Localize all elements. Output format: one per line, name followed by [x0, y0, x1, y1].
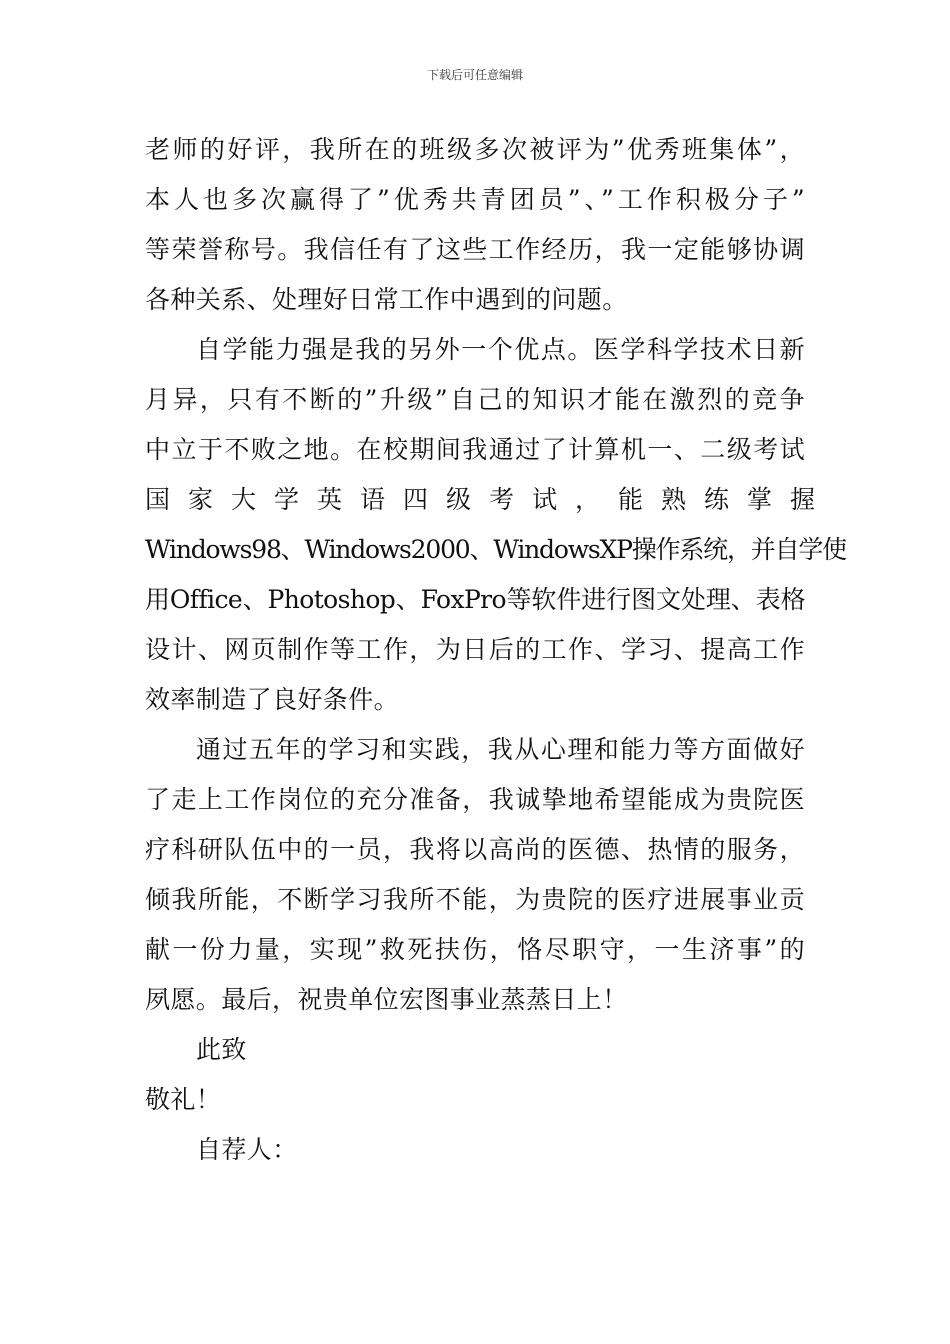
- paragraph-line: 老师的好评，我所在的班级多次被评为”优秀班集体”，: [145, 135, 805, 164]
- paragraph-line: 自学能力强是我的另外一个优点。医学科学技术日新: [196, 335, 805, 364]
- paragraph-line: 通过五年的学习和实践，我从心理和能力等方面做好: [196, 735, 805, 764]
- paragraph-line: 用Office、Photoshop、FoxPro等软件进行图文处理、表格: [145, 585, 805, 614]
- paragraph-line: 各种关系、处理好日常工作中遇到的问题。: [145, 285, 628, 314]
- signature-label: 自荐人：: [196, 1135, 298, 1164]
- paragraph-line: 国家大学英语四级考试，能熟练掌握: [145, 485, 834, 514]
- closing-salute: 敬礼！: [145, 1085, 222, 1114]
- paragraph-line: 等荣誉称号。我信任有了这些工作经历，我一定能够协调: [145, 235, 805, 264]
- paragraph-line: 献一份力量，实现”救死扶伤，恪尽职守，一生济事”的: [145, 935, 805, 964]
- paragraph-line: 本人也多次赢得了”优秀共青团员”、”工作积极分子”: [145, 185, 805, 214]
- paragraph-line: 夙愿。最后，祝贵单位宏图事业蒸蒸日上！: [145, 985, 628, 1014]
- closing-greeting: 此致: [196, 1035, 247, 1064]
- paragraph-line: Windows98、Windows2000、WindowsXP操作系统，并自学使: [145, 535, 846, 564]
- page-header-note: 下载后可任意编辑: [426, 68, 523, 82]
- paragraph-line: 设计、网页制作等工作，为日后的工作、学习、提高工作: [145, 635, 805, 664]
- paragraph-line: 倾我所能，不断学习我所不能，为贵院的医疗进展事业贡: [145, 885, 805, 914]
- paragraph-line: 疗科研队伍中的一员，我将以高尚的医德、热情的服务，: [145, 835, 805, 864]
- paragraph-line: 了走上工作岗位的充分准备，我诚挚地希望能成为贵院医: [145, 785, 805, 814]
- paragraph-line: 中立于不败之地。在校期间我通过了计算机一、二级考试: [145, 435, 805, 464]
- paragraph-line: 月异，只有不断的”升级”自己的知识才能在激烈的竞争: [145, 385, 805, 414]
- paragraph-line: 效率制造了良好条件。: [145, 685, 400, 714]
